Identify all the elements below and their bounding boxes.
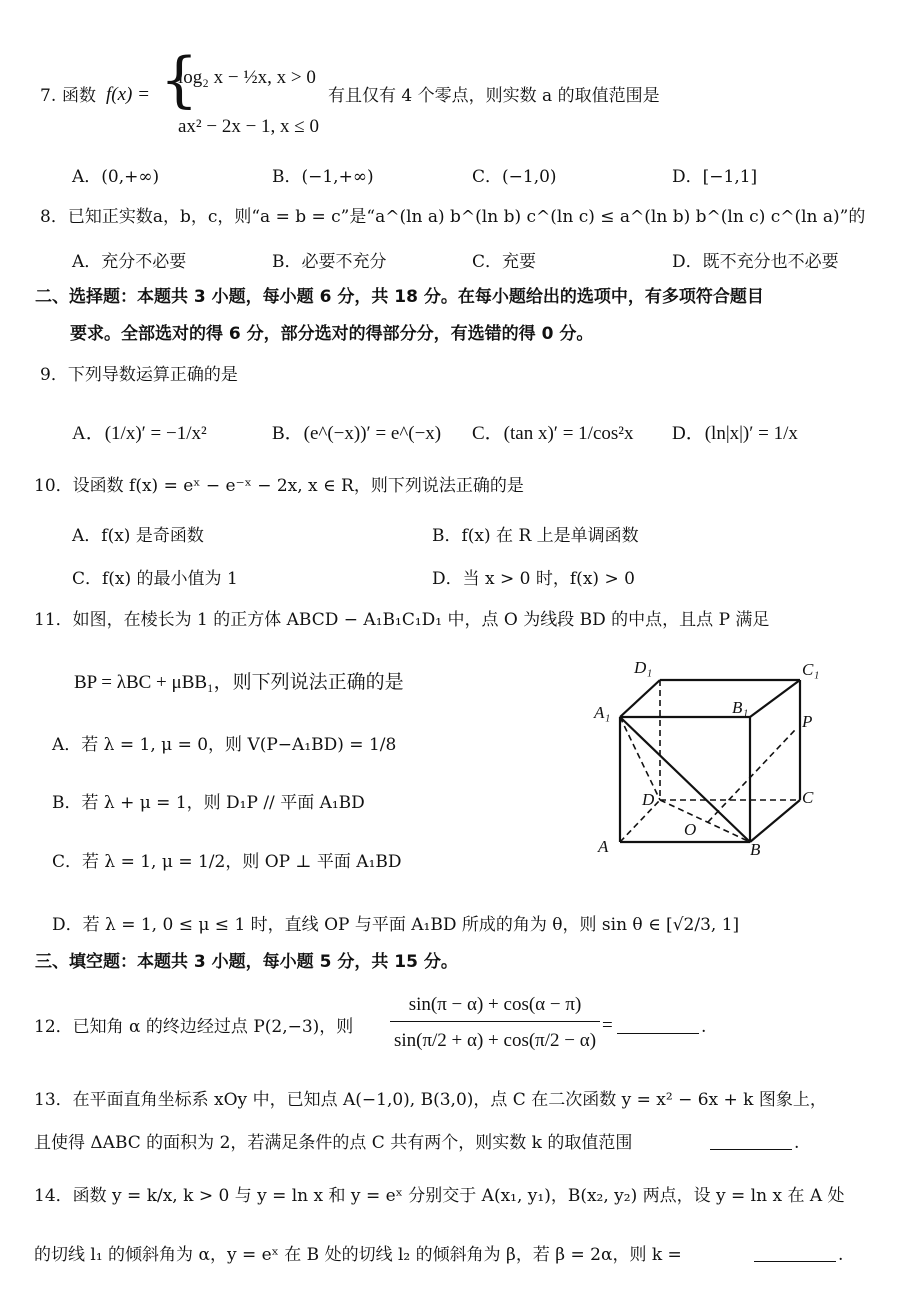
q14-line2: 的切线 l₁ 的倾斜角为 α，y = eˣ 在 B 处的切线 l₂ 的倾斜角为 β，若 β = 2α，则 k =	[34, 1245, 682, 1265]
q7-tail: 有且仅有 4 个零点，则实数 a 的取值范围是	[328, 86, 660, 106]
q7-case1: log₂ x − ½x, x > 0	[178, 67, 316, 88]
q7-option-b: B．(−1,+∞)	[272, 167, 374, 187]
q11-vector-condition: BP = λBC + μBB₁，则下列说法正确的是	[74, 672, 404, 693]
section2-heading-line2: 要求。全部选对的得 6 分，部分选对的得部分分，有选错的得 0 分。	[70, 324, 594, 344]
q10-stem: 10．设函数 f(x) = eˣ − e⁻ˣ − 2x, x ∈ R，则下列说法正确的是	[34, 476, 524, 496]
label-d: D	[642, 790, 655, 809]
q7-number: 7.	[40, 86, 57, 106]
q9-stem: 9．下列导数运算正确的是	[40, 365, 238, 385]
label-a1: A₁	[594, 703, 611, 722]
label-b: B	[750, 840, 761, 859]
label-o: O	[684, 820, 697, 839]
q14-answer-blank[interactable]: .	[752, 1245, 843, 1265]
q13-answer-blank[interactable]: .	[708, 1133, 799, 1153]
q11-option-d: D．若 λ = 1, 0 ≤ μ ≤ 1 时，直线 OP 与平面 A₁BD 所成的角为 θ，则 sin θ ∈ [√2/3, 1]	[52, 915, 740, 935]
q9-option-b: B．(e^(−x))′ = e^(−x)	[272, 423, 442, 444]
q7-func: f(x) =	[106, 84, 150, 105]
q7-option-c: C．(−1,0)	[472, 167, 557, 187]
q9-option-d: D．(ln|x|)′ = 1/x	[672, 423, 798, 444]
label-c1: C₁	[802, 660, 820, 679]
q7-option-d: D．[−1,1]	[672, 167, 758, 187]
q10-option-c: C．f(x) 的最小值为 1	[72, 569, 238, 589]
q7-lead: 函数	[62, 86, 96, 106]
q12-lead: 12．已知角 α 的终边经过点 P(2,−3)，则	[34, 1017, 354, 1037]
q8-option-c: C．充要	[472, 252, 537, 272]
q10-option-d: D．当 x > 0 时，f(x) > 0	[432, 569, 635, 589]
q10-option-b: B．f(x) 在 R 上是单调函数	[432, 526, 639, 546]
q8-option-a: A．充分不必要	[72, 252, 187, 272]
q12-numerator: sin(π − α) + cos(α − π)	[390, 994, 600, 1022]
q12-denominator: sin(π/2 + α) + cos(π/2 − α)	[393, 1030, 597, 1051]
q12-equals: =	[602, 1015, 613, 1036]
section2-heading-line1: 二、选择题：本题共 3 小题，每小题 6 分，共 18 分。在每小题给出的选项中，有多项符合题目	[35, 287, 764, 307]
q14-line1: 14．函数 y = k/x, k > 0 与 y = ln x 和 y = eˣ 分别交于 A(x₁, y₁)，B(x₂, y₂) 两点，设 y = ln x 在 A 处	[34, 1186, 845, 1206]
q11-option-a: A．若 λ = 1, μ = 0，则 V(P−A₁BD) = 1/8	[52, 735, 397, 755]
q11-option-b: B．若 λ + μ = 1，则 D₁P // 平面 A₁BD	[52, 793, 365, 813]
q7-case2: ax² − 2x − 1, x ≤ 0	[178, 116, 319, 137]
q7-option-a: A．(0,+∞)	[72, 167, 160, 187]
cube-figure	[590, 655, 850, 865]
q8-option-d: D．既不充分也不必要	[672, 252, 839, 272]
q8-option-b: B．必要不充分	[272, 252, 387, 272]
q13-line1: 13．在平面直角坐标系 xOy 中，已知点 A(−1,0), B(3,0)，点 C 在二次函数 y = x² − 6x + k 图象上，	[34, 1090, 827, 1110]
q13-line2: 且使得 ΔABC 的面积为 2，若满足条件的点 C 共有两个，则实数 k 的取值范围	[34, 1133, 633, 1153]
label-a: A	[598, 837, 609, 856]
q10-option-a: A．f(x) 是奇函数	[72, 526, 204, 546]
label-d1: D₁	[634, 658, 653, 677]
q12-answer-blank[interactable]: .	[615, 1017, 706, 1037]
q11-stem: 11．如图，在棱长为 1 的正方体 ABCD − A₁B₁C₁D₁ 中，点 O 为线段 BD 的中点，且点 P 满足	[34, 610, 770, 630]
label-b1: B₁	[732, 698, 749, 717]
label-c: C	[802, 788, 814, 807]
section3-heading: 三、填空题：本题共 3 小题，每小题 5 分，共 15 分。	[35, 952, 458, 972]
q9-option-c: C．(tan x)′ = 1/cos²x	[472, 423, 634, 444]
q11-option-c: C．若 λ = 1, μ = 1/2，则 OP ⊥ 平面 A₁BD	[52, 852, 402, 872]
q9-option-a: A．(1/x)′ = −1/x²	[72, 423, 207, 444]
piecewise-brace: {	[160, 45, 199, 115]
q8-stem: 8．已知正实数a，b，c，则“a = b = c”是“a^(ln a) b^(ln b) c^(ln c) ≤ a^(ln b) b^(ln c) c^(ln a)”的	[40, 207, 866, 227]
label-p: P	[802, 712, 813, 731]
